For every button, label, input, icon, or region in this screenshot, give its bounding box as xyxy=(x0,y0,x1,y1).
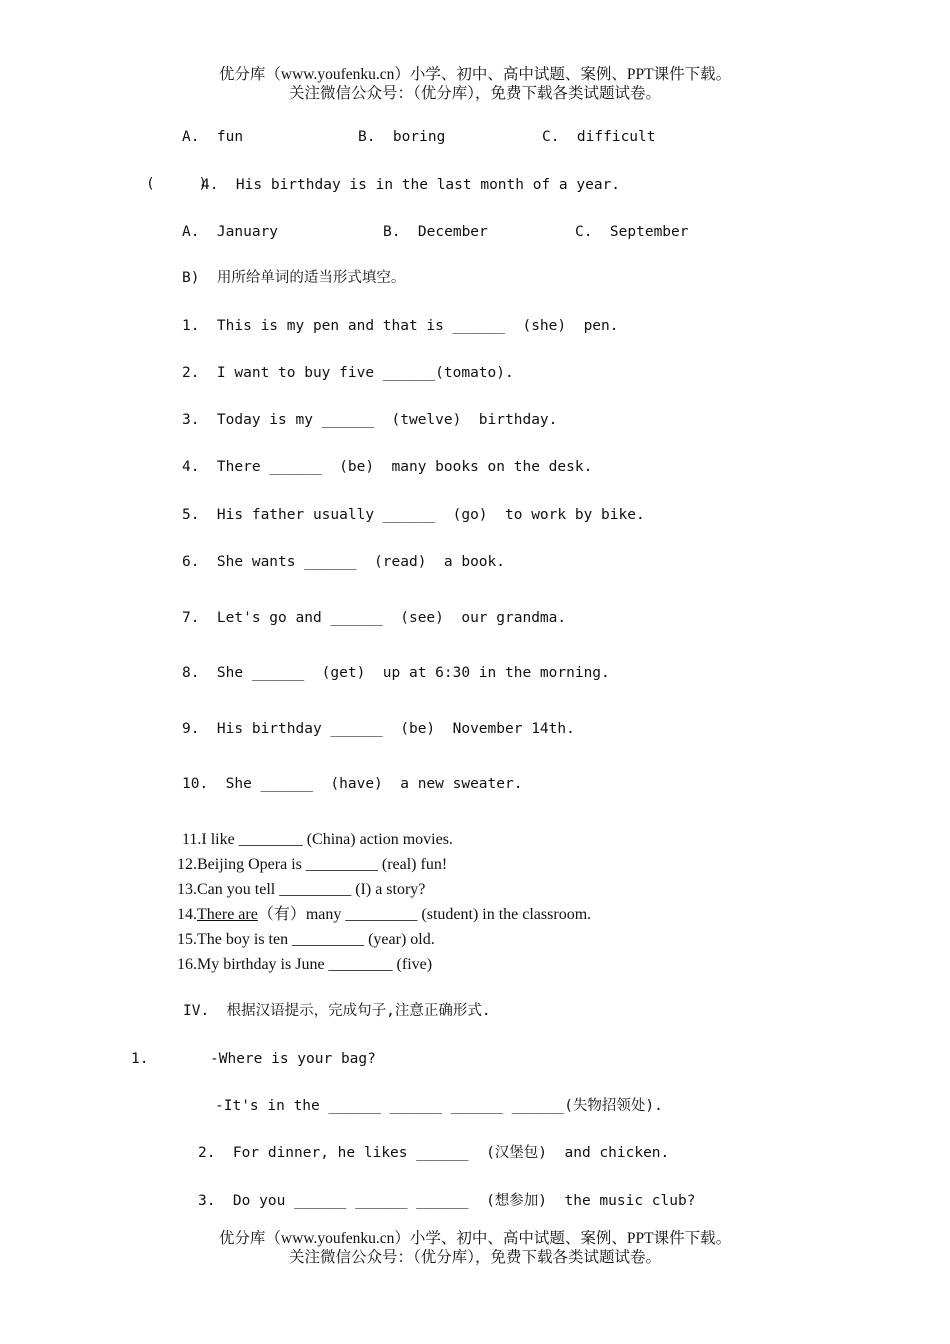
q4-question: 4. His birthday is in the last month of a year. xyxy=(201,177,621,193)
footer-line-1: 优分库（www.youfenku.cn）小学、初中、高中试题、案例、PPT课件下载。 xyxy=(218,1230,732,1247)
fill-item-10: 10. She ______ (have) a new sweater. xyxy=(182,776,523,792)
fill-item-11: 11.I like ________ (China) action movies. xyxy=(182,831,453,848)
header-line-1: 优分库（www.youfenku.cn）小学、初中、高中试题、案例、PPT课件下载。 xyxy=(218,66,732,83)
fill-item-7: 7. Let's go and ______ (see) our grandma. xyxy=(182,610,567,626)
fill-item-3: 3. Today is my ______ (twelve) birthday. xyxy=(182,412,558,428)
footer-line-2: 关注微信公众号：（优分库），免费下载各类试题试卷。 xyxy=(288,1249,661,1266)
header-line-2: 关注微信公众号：（优分库），免费下载各类试题试卷。 xyxy=(288,85,661,102)
section-iv-q1-line-b: -It's in the ______ ______ ______ ______(失物招领处). xyxy=(215,1098,663,1114)
section-iv-q2: 2. For dinner, he likes ______ (汉堡包) and chicken. xyxy=(198,1145,670,1161)
fill-item-14-underlined-phrase: There are xyxy=(197,906,258,923)
section-iv-q1-line-a: -Where is your bag? xyxy=(210,1051,376,1067)
q4-option-a: A. January xyxy=(182,224,279,240)
fill-item-6: 6. She wants ______ (read) a book. xyxy=(182,554,506,570)
section-iv-q3: 3. Do you ______ ______ ______ (想参加) the music club? xyxy=(198,1193,696,1209)
q4-option-b: B. December xyxy=(383,224,488,240)
q4-answer-bracket: ( ) xyxy=(146,176,208,192)
section-iv-q1-number: 1. xyxy=(131,1051,149,1067)
q4-option-c: C. September xyxy=(575,224,689,240)
q3-option-b: B. boring xyxy=(358,129,446,145)
fill-item-15: 15.The boy is ten _________ (year) old. xyxy=(177,931,435,948)
fill-item-14 xyxy=(177,907,591,923)
fill-item-14-rest: （有）many _________ (student) in the classroom. xyxy=(257,906,592,923)
fill-item-1: 1. This is my pen and that is ______ (she) pen. xyxy=(182,318,619,334)
fill-item-13: 13.Can you tell _________ (I) a story? xyxy=(177,881,426,898)
fill-item-9: 9. His birthday ______ (be) November 14th. xyxy=(182,721,575,737)
fill-item-8: 8. She ______ (get) up at 6:30 in the morning. xyxy=(182,665,610,681)
q3-option-c: C. difficult xyxy=(542,129,656,145)
fill-item-5: 5. His father usually ______ (go) to work by bike. xyxy=(182,507,645,523)
fill-item-2: 2. I want to buy five ______(tomato). xyxy=(182,365,514,381)
section-b-title: B) 用所给单词的适当形式填空。 xyxy=(182,270,406,286)
q3-option-a: A. fun xyxy=(182,129,244,145)
fill-item-4: 4. There ______ (be) many books on the desk. xyxy=(182,459,593,475)
fill-item-16: 16.My birthday is June ________ (five) xyxy=(177,956,433,973)
section-iv-title: IV. 根据汉语提示，完成句子,注意正确形式. xyxy=(183,1003,491,1019)
fill-item-12: 12.Beijing Opera is _________ (real) fun! xyxy=(177,856,448,873)
fill-item-14-number: 14. xyxy=(177,906,197,923)
